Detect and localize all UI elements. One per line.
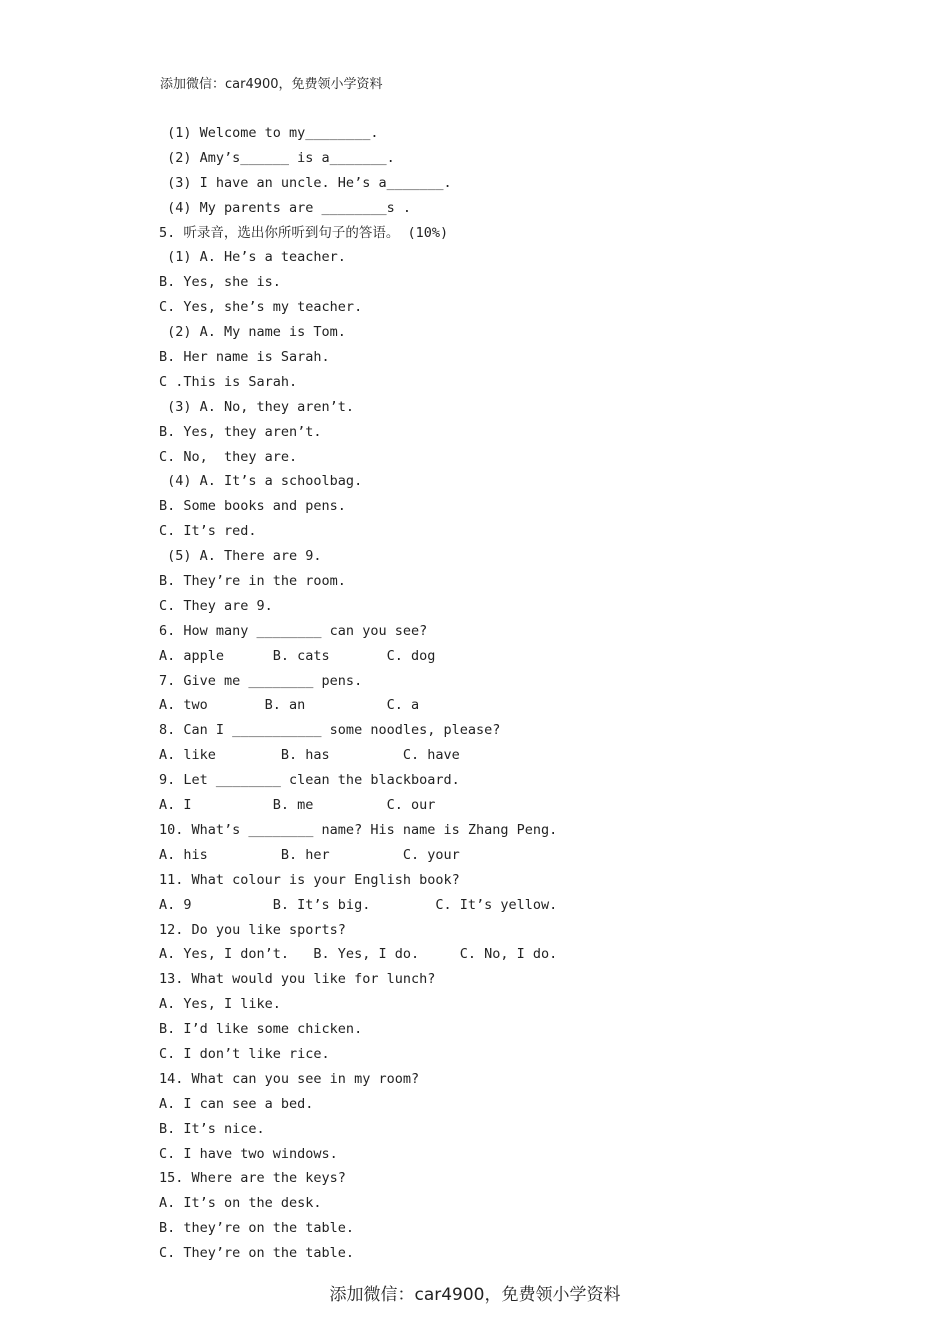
worksheet-line: C. I have two windows. — [159, 1145, 338, 1162]
worksheet-line: C. They are 9. — [159, 597, 273, 614]
worksheet-line: A. Yes, I don’t. B. Yes, I do. C. No, I do. — [159, 946, 558, 963]
worksheet-line: A. Yes, I like. — [159, 996, 281, 1013]
worksheet-line: 7. Give me ________ pens. — [159, 672, 363, 689]
worksheet-line: (2) A. My name is Tom. — [159, 324, 346, 341]
worksheet-line: B. Yes, they aren’t. — [159, 423, 322, 440]
worksheet-line: A. I can see a bed. — [159, 1095, 314, 1112]
worksheet-line: A. apple B. cats C. dog — [159, 647, 436, 664]
worksheet-line: B. They’re in the room. — [159, 573, 346, 590]
worksheet-line: (1) Welcome to my________. — [159, 125, 379, 141]
worksheet-line: 11. What colour is your English book? — [159, 871, 460, 888]
worksheet-line: 9. Let ________ clean the blackboard. — [159, 772, 460, 789]
worksheet-line: A. like B. has C. have — [159, 747, 460, 764]
worksheet-line: A. his B. her C. your — [159, 846, 460, 863]
worksheet-line: A. It’s on the desk. — [159, 1195, 322, 1212]
worksheet-line: 10. What’s ________ name? His name is Zhang Peng. — [159, 821, 558, 838]
worksheet-line: B. It’s nice. — [159, 1120, 265, 1137]
worksheet-body — [159, 121, 859, 1266]
worksheet-line: C. I don’t like rice. — [159, 1045, 330, 1062]
page-footer: 添加微信：car4900，免费领小学资料 — [329, 1285, 621, 1305]
worksheet-line: (3) I have an uncle. He’s a_______. — [159, 174, 452, 191]
worksheet-line: 13. What would you like for lunch? — [159, 971, 436, 988]
worksheet-line: C. No, they are. — [159, 448, 298, 465]
worksheet-line: C. It’s red. — [159, 523, 257, 540]
worksheet-line: A. 9 B. It’s big. C. It’s yellow. — [159, 896, 558, 913]
worksheet-line: (1) A. He’s a teacher. — [159, 249, 346, 266]
worksheet-line: (3) A. No, they aren’t. — [159, 398, 355, 415]
worksheet-line: 6. How many ________ can you see? — [159, 622, 428, 639]
worksheet-line: 15. Where are the keys? — [159, 1170, 346, 1187]
worksheet-line: A. two B. an C. a — [159, 697, 420, 714]
worksheet-line: (2) Amy’s______ is a_______. — [159, 149, 395, 166]
page-header: 添加微信：car4900，免费领小学资料 — [160, 77, 383, 92]
worksheet-line: B. they’re on the table. — [159, 1220, 355, 1237]
worksheet-line: (4) A. It’s a schoolbag. — [159, 473, 363, 490]
worksheet-line: B. Yes, she is. — [159, 274, 281, 291]
worksheet-line: B. Some books and pens. — [159, 498, 346, 515]
worksheet-line: 5. 听录音，选出你所听到句子的答语。 (10%) — [159, 224, 449, 241]
worksheet-line: B. Her name is Sarah. — [159, 349, 330, 366]
worksheet-line: C .This is Sarah. — [159, 373, 298, 390]
worksheet-line: 12. Do you like sports? — [159, 921, 346, 938]
worksheet-line: C. Yes, she’s my teacher. — [159, 299, 363, 316]
worksheet-line: (5) A. There are 9. — [159, 548, 322, 565]
worksheet-line: B. I’d like some chicken. — [159, 1021, 363, 1038]
worksheet-line: A. I B. me C. our — [159, 797, 436, 814]
worksheet-line: (4) My parents are ________s . — [159, 199, 411, 216]
worksheet-line: 8. Can I ___________ some noodles, please? — [159, 722, 501, 739]
worksheet-line: 14. What can you see in my room? — [159, 1070, 420, 1087]
worksheet-line: C. They’re on the table. — [159, 1245, 355, 1262]
